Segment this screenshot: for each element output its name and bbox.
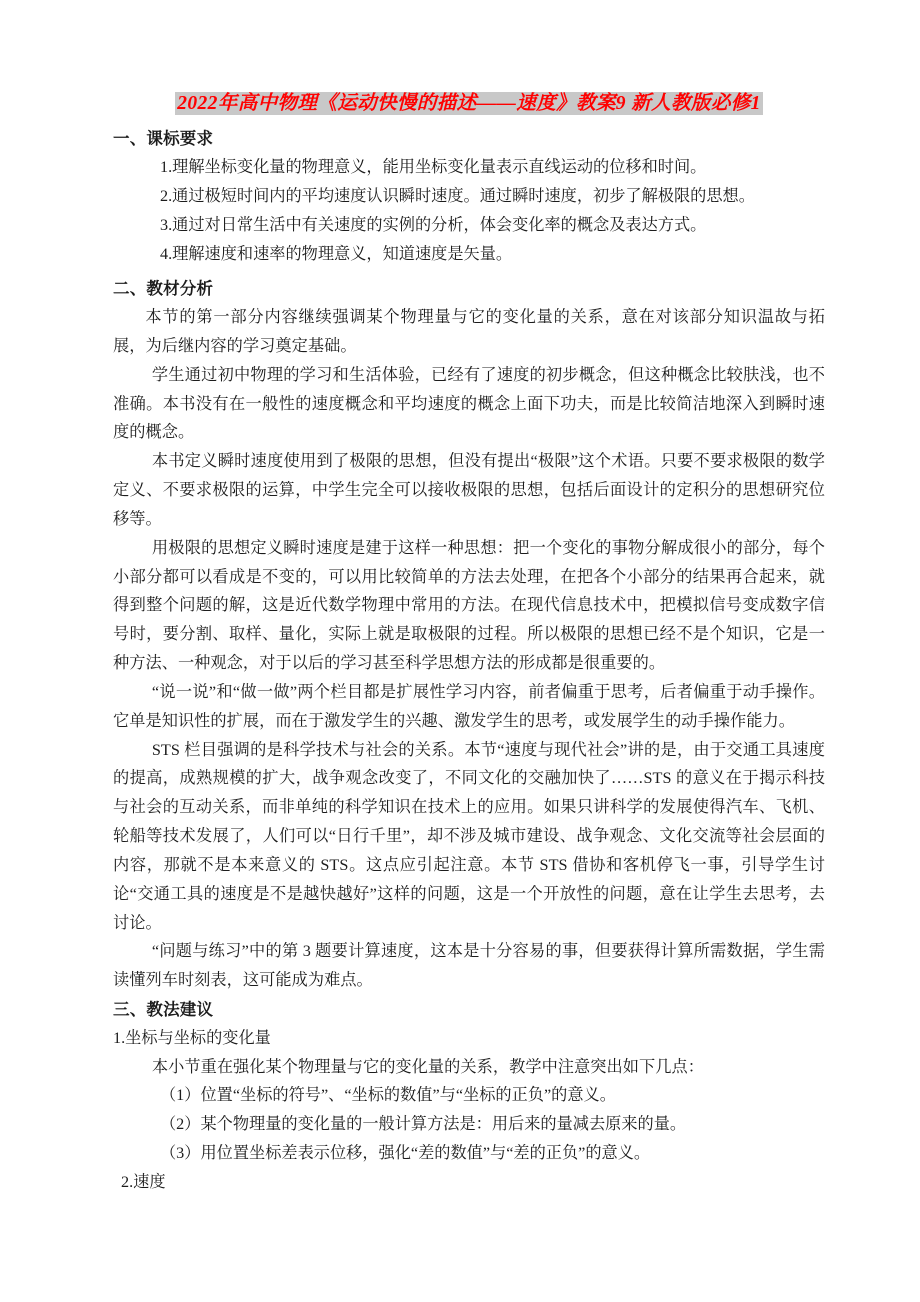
section-heading-course-standard: 一、课标要求 bbox=[113, 129, 214, 149]
sub-point: （3）用位置坐标差表示位移，强化“差的数值”与“差的正负”的意义。 bbox=[160, 1144, 651, 1163]
topic-heading-coordinates: 1.坐标与坐标的变化量 bbox=[113, 1028, 271, 1047]
list-item: 2.通过极短时间内的平均速度认识瞬时速度。通过瞬时速度，初步了解极限的思想。 bbox=[160, 186, 755, 205]
paragraph: 本小节重在强化某个物理量与它的变化量的关系，教学中注意突出如下几点： bbox=[151, 1057, 704, 1076]
paragraph: “说一说”和“做一做”两个栏目都是扩展性学习内容，前者偏重于思考，后者偏重于动手操作。它单是知识性的扩展，而在于激发学生的兴趣、激发学生的思考，或发展学生的动手操作能力。 bbox=[113, 682, 825, 730]
page-title bbox=[113, 92, 825, 116]
section-heading-teaching-suggestions: 三、教法建议 bbox=[113, 1000, 214, 1019]
section-heading-material-analysis: 二、教材分析 bbox=[113, 279, 214, 299]
topic-heading-velocity: 2.速度 bbox=[121, 1172, 166, 1191]
sub-point: （2）某个物理量的变化量的一般计算方法是：用后来的量减去原来的量。 bbox=[160, 1115, 687, 1134]
list-item: 1.理解坐标变化量的物理意义，能用坐标变化量表示直线运动的位移和时间。 bbox=[160, 158, 707, 177]
sub-point: （1）位置“坐标的符号”、“坐标的数值”与“坐标的正负”的意义。 bbox=[160, 1086, 616, 1105]
document-content bbox=[113, 92, 825, 1197]
paragraph: “问题与练习”中的第 3 题要计算速度，这本是十分容易的事，但要获得计算所需数据，学生需读懂列车时刻表，这可能成为难点。 bbox=[113, 942, 825, 990]
list-item: 4.理解速度和速率的物理意义，知道速度是矢量。 bbox=[160, 244, 513, 263]
paragraph: 学生通过初中物理的学习和生活体验，已经有了速度的初步概念，但这种概念比较肤浅，也不准确。本书没有在一般性的速度概念和平均速度的概念上面下功夫，而是比较简洁地深入到瞬时速度的概念。 bbox=[113, 365, 825, 442]
paragraph: STS 栏目强调的是科学技术与社会的关系。本节“速度与现代社会”讲的是，由于交通工具速度的提高，成熟规模的扩大，战争观念改变了，不同文化的交融加快了……STS 的意义在于揭示科技与社会的互动关系，而非单纯的科学知识在技术上的应用。如果只讲科学的发展使得汽车、飞机、轮船等技术发展了，人们可以“日行千里”，却不涉及城市建设、战争观念、文化交流等社会层面的内容，那就不是本来意义的 STS。这点应引起注意。本节 STS 借协和客机停飞一事，引导学生讨论“交通工具的速度是不是越快越好”这样的问题，这是一个开放性的问题，意在让学生去思考，去讨论。 bbox=[113, 740, 825, 932]
list-item: 3.通过对日常生活中有关速度的实例的分析，体会变化率的概念及表达方式。 bbox=[160, 215, 707, 234]
paragraph: 用极限的思想定义瞬时速度是建于这样一种思想：把一个变化的事物分解成很小的部分，每个小部分都可以看成是不变的，可以用比较简单的方法去处理，在把各个小部分的结果再合起来，就得到整个问题的解，这是近代数学物理中常用的方法。在现代信息技术中，把模拟信号变成数字信号时，要分割、取样、量化，实际上就是取极限的过程。所以极限的思想已经不是个知识，它是一种方法、一种观念，对于以后的学习甚至科学思想方法的形成都是很重要的。 bbox=[113, 538, 825, 673]
paragraph: 本节的第一部分内容继续强调某个物理量与它的变化量的关系，意在对该部分知识温故与拓展，为后继内容的学习奠定基础。 bbox=[113, 308, 825, 355]
paragraph: 本书定义瞬时速度使用到了极限的思想，但没有提出“极限”这个术语。只要不要求极限的数学定义、不要求极限的运算，中学生完全可以接收极限的思想，包括后面设计的定积分的思想研究位移等。 bbox=[113, 452, 825, 528]
page-title-text: 2022年高中物理《运动快慢的描述——速度》教案9 新人教版必修1 bbox=[177, 93, 761, 114]
